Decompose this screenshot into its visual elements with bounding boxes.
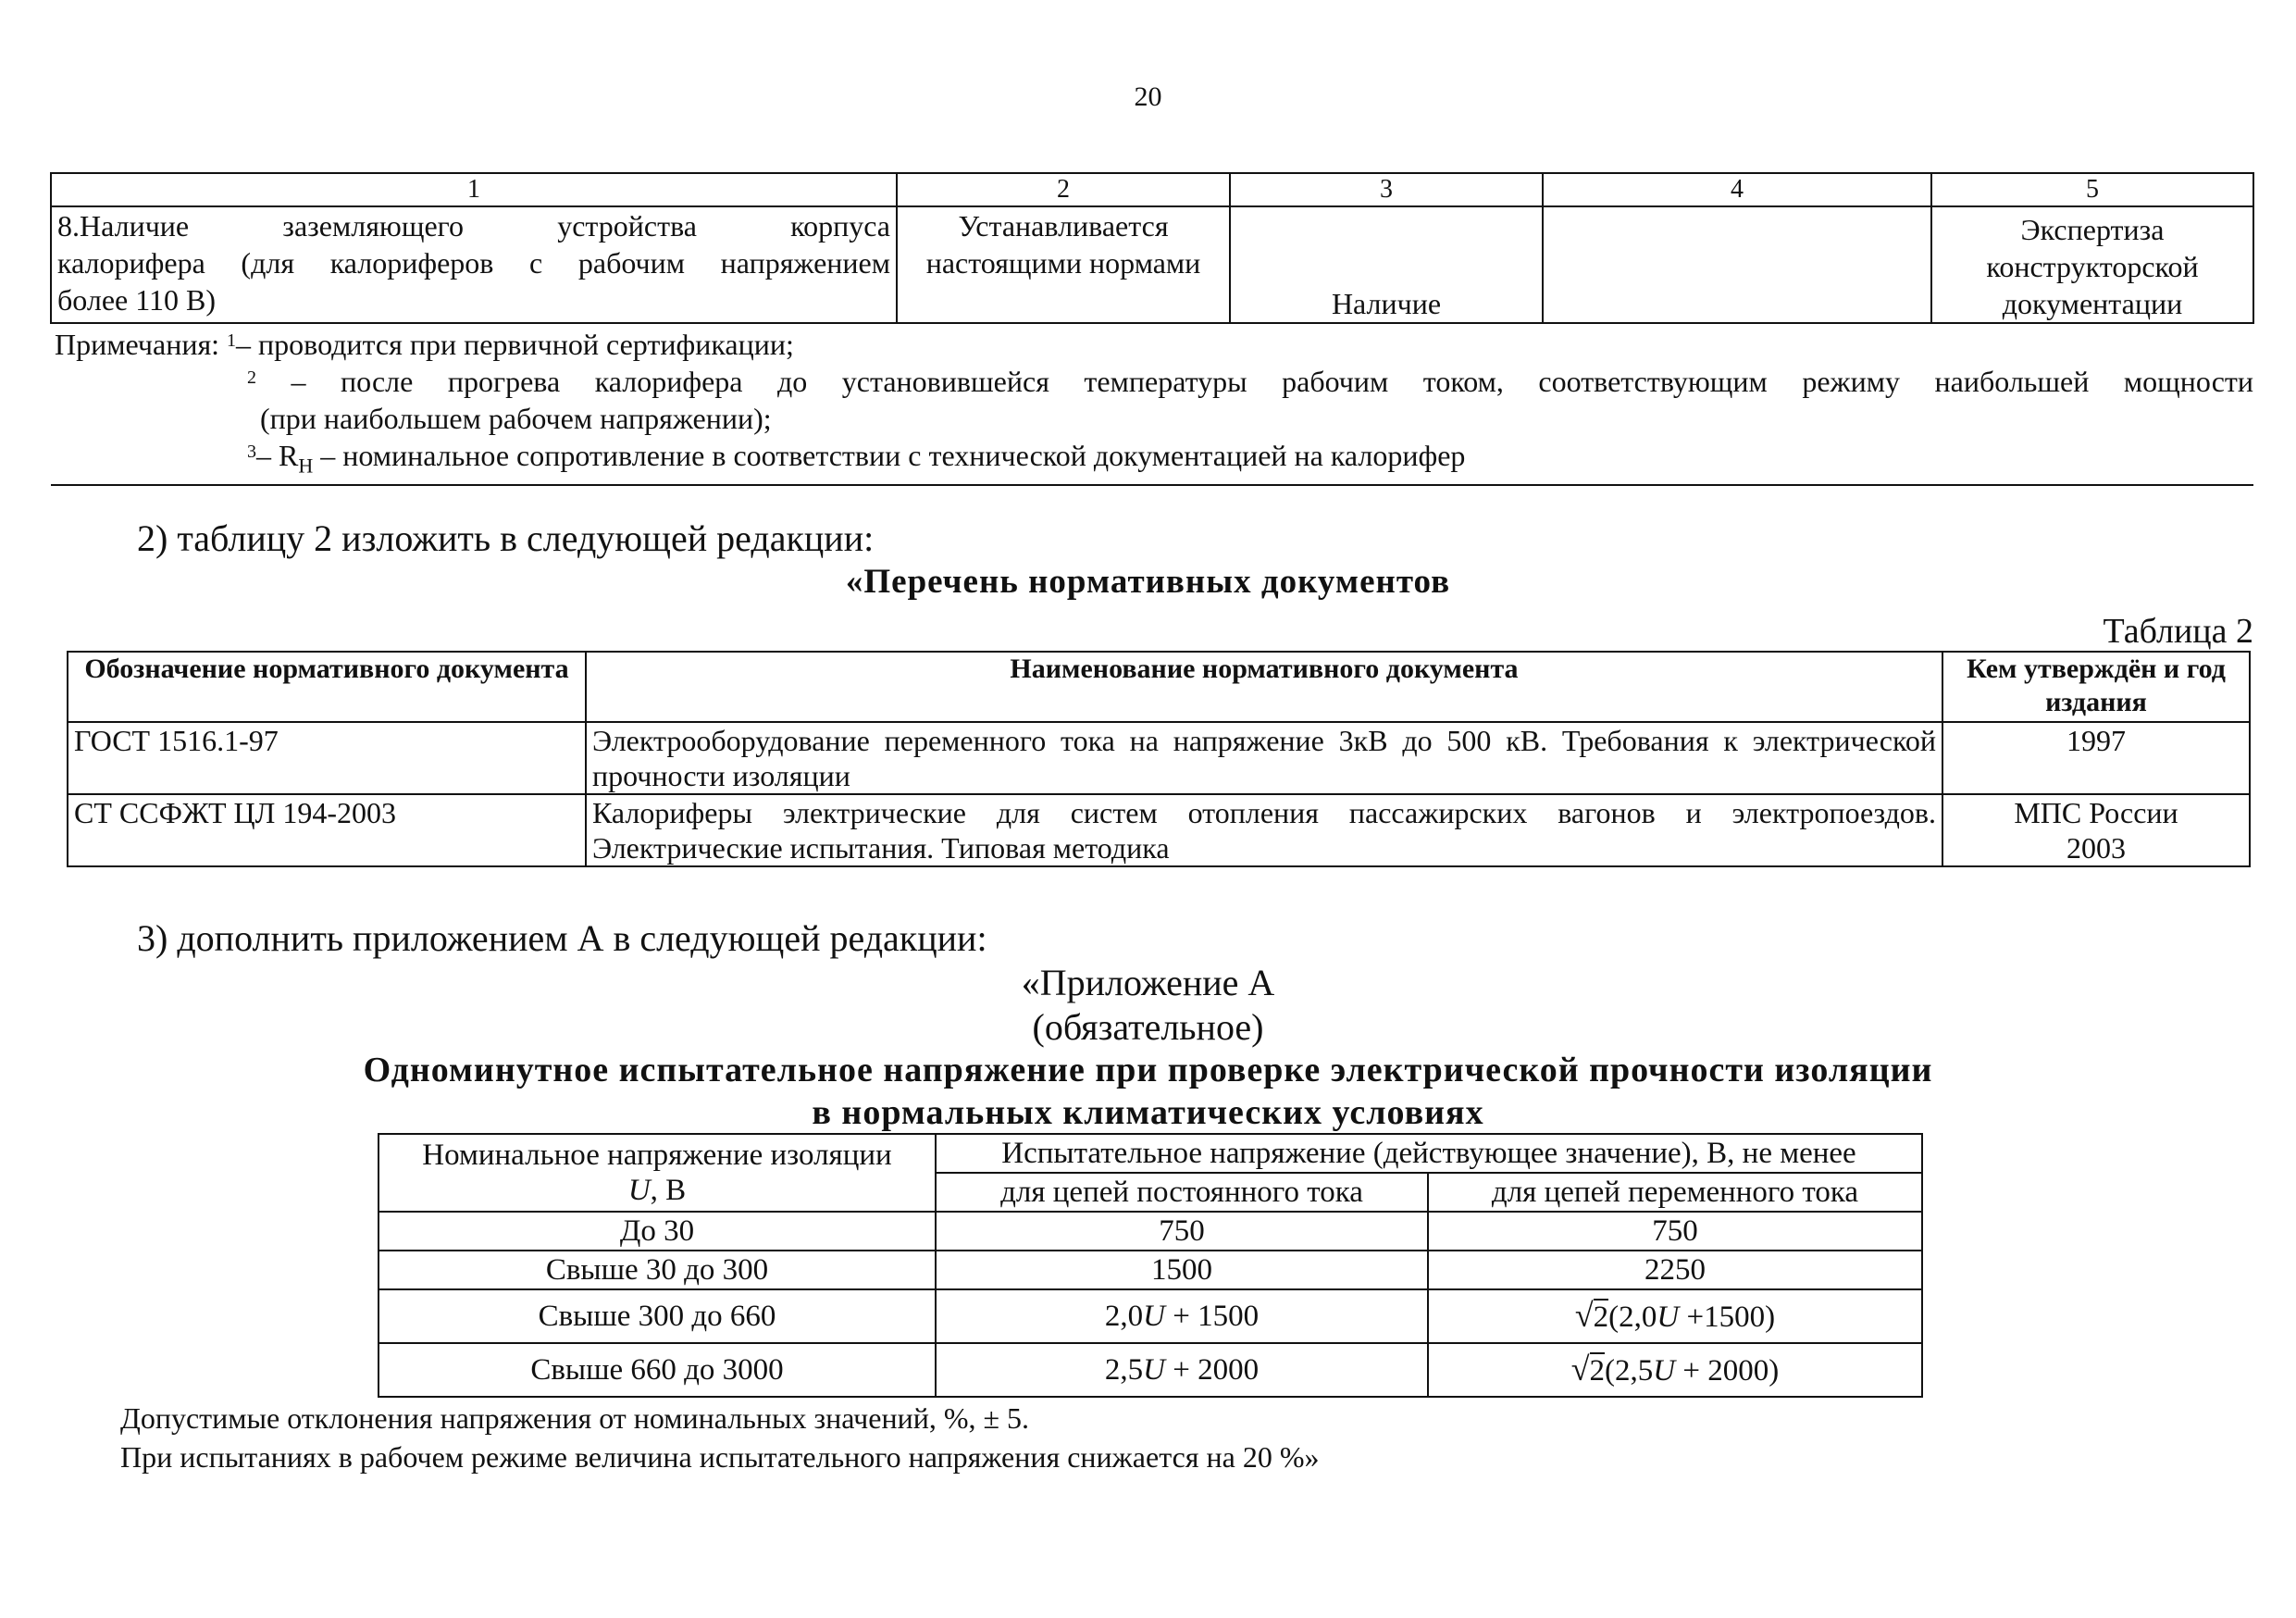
- dc-test-voltage: 750: [936, 1212, 1428, 1251]
- formula-rest: +1500): [1679, 1301, 1776, 1334]
- table-header-row: [379, 1134, 1922, 1173]
- table-row: [68, 794, 2250, 866]
- page-number: 20: [1134, 81, 1162, 112]
- document-approved: [1942, 794, 2250, 866]
- note-text: (при наибольшем рабочем напряжении);: [260, 402, 772, 435]
- column-header: Обозначение нормативного документа: [68, 652, 586, 722]
- empty-cell: [1543, 206, 1931, 323]
- formula-coef: (2,0: [1608, 1301, 1657, 1334]
- table-row: [51, 206, 2253, 323]
- note-text: – проводится при первичной сертификации;: [236, 328, 794, 361]
- test-voltage-table: [378, 1133, 1923, 1398]
- nominal-voltage: До 30: [379, 1212, 936, 1251]
- notes-row: [51, 323, 2253, 485]
- requirement-line: калорифера (для калориферов с рабочим напряжением: [57, 246, 890, 280]
- approved-line: 1997: [2066, 724, 2126, 757]
- document-approved: [1942, 722, 2250, 794]
- formula-coef: 2,5: [1104, 1353, 1144, 1387]
- formula-variable: U: [1657, 1301, 1680, 1334]
- sqrt-radicand: 2: [1589, 1354, 1606, 1388]
- dc-header: для цепей постоянного тока: [936, 1173, 1428, 1212]
- note-2: [55, 363, 2253, 437]
- header-unit: , В: [650, 1174, 687, 1207]
- formula-variable: U: [1143, 1300, 1165, 1333]
- requirement-line: 8.Наличие заземляющего устройства корпуса: [57, 209, 890, 243]
- ac-test-voltage: [1428, 1289, 1922, 1343]
- formula-variable: U: [1143, 1353, 1165, 1387]
- test-voltage-group-header: Испытательное напряжение (действующее значение), В, не менее: [936, 1134, 1922, 1173]
- table-header-row: [51, 173, 2253, 206]
- dc-test-voltage: 1500: [936, 1251, 1428, 1289]
- notes-cell: [51, 323, 2253, 485]
- table2-label: Таблица 2: [2103, 612, 2253, 651]
- sqrt-radicand: 2: [1593, 1301, 1609, 1334]
- col-number-5: 5: [1931, 173, 2253, 206]
- formula-variable: U: [1653, 1354, 1676, 1388]
- document-code: ГОСТ 1516.1-97: [68, 722, 586, 794]
- paragraph-3: 3) дополнить приложением А в следующей редакции:: [137, 917, 987, 959]
- column-header: Кем утверждён и год издания: [1942, 652, 2250, 722]
- col-number-4: 4: [1543, 173, 1931, 206]
- ac-test-voltage: 2250: [1428, 1251, 1922, 1289]
- table-row: [68, 722, 2250, 794]
- document-name: Калориферы электрические для систем отопления пассажирских вагонов и электропоездов. Электрические испытания. Типовая методика: [586, 794, 1942, 866]
- formula-rest: + 2000: [1164, 1353, 1260, 1387]
- appendix-title-line2: в нормальных климатических условиях: [812, 1093, 1484, 1132]
- sqrt-symbol: √2: [1570, 1350, 1606, 1388]
- note-text: – после прогрева калорифера до установившейся температуры рабочим током, соответствующим режиму наибольшей мощности: [291, 365, 2254, 398]
- formula-rest: + 2000): [1675, 1354, 1780, 1388]
- table-row: [379, 1212, 1922, 1251]
- col-number-3: 3: [1230, 173, 1543, 206]
- dc-test-voltage: [936, 1343, 1428, 1397]
- column-header: Наименование нормативного документа: [586, 652, 1942, 722]
- approved-line: МПС России: [2014, 796, 2178, 829]
- table-row: [379, 1289, 1922, 1343]
- requirements-table-continuation: [50, 172, 2254, 486]
- note-mark: 2: [247, 367, 256, 388]
- table-row: [379, 1251, 1922, 1289]
- ac-test-voltage: 750: [1428, 1212, 1922, 1251]
- appendix-heading: «Приложение А: [1021, 962, 1275, 1003]
- formula-rest: + 1500: [1164, 1300, 1260, 1333]
- table-row: [379, 1343, 1922, 1397]
- dc-test-voltage: [936, 1289, 1428, 1343]
- table-header-row: [68, 652, 2250, 722]
- requirement-line: более 110 В): [57, 283, 217, 317]
- appendix-title: Одноминутное испытательное напряжение при проверке электрической прочности изоляции: [363, 1051, 1933, 1089]
- requirement-cell: [51, 206, 897, 323]
- note-text: – R: [256, 439, 299, 472]
- formula-coef: 2,0: [1104, 1300, 1144, 1333]
- normative-documents-table: [67, 651, 2251, 867]
- norm-cell: Устанавливается настоящими нормами: [897, 206, 1230, 323]
- ac-test-voltage: [1428, 1343, 1922, 1397]
- nominal-voltage: Свыше 300 до 660: [379, 1289, 936, 1343]
- formula-coef: (2,5: [1605, 1354, 1654, 1388]
- sqrt-symbol: √2: [1574, 1297, 1609, 1334]
- approved-line: 2003: [2066, 831, 2126, 865]
- result-cell: Наличие: [1230, 206, 1543, 323]
- working-mode-note: При испытаниях в рабочем режиме величина испытательного напряжения снижается на 20 %»: [120, 1440, 1320, 1474]
- document-name: Электрооборудование переменного тока на напряжение 3кВ до 500 кВ. Требования к электрической прочности изоляции: [586, 722, 1942, 794]
- col-number-2: 2: [897, 173, 1230, 206]
- table2-title: «Перечень нормативных документов: [845, 563, 1451, 601]
- note-text: – номинальное сопротивление в соответствии с технической документацией на калорифер: [313, 439, 1466, 472]
- note-3: [55, 437, 2253, 484]
- paragraph-2: 2) таблицу 2 изложить в следующей редакции:: [137, 517, 875, 559]
- document-code: СТ ССФЖТ ЦЛ 194-2003: [68, 794, 586, 866]
- header-variable: U: [627, 1174, 651, 1207]
- col-number-1: 1: [51, 173, 897, 206]
- nominal-voltage: Свыше 660 до 3000: [379, 1343, 936, 1397]
- note-subscript: Н: [298, 454, 314, 478]
- tolerance-note: Допустимые отклонения напряжения от номинальных значений, %, ± 5.: [120, 1401, 1030, 1435]
- ac-header: для цепей переменного тока: [1428, 1173, 1922, 1212]
- note-mark: 3: [247, 442, 256, 462]
- method-cell: Экспертиза конструкторской документации: [1931, 206, 2253, 323]
- notes-label: Примечания:: [55, 328, 220, 361]
- nominal-voltage-header: [379, 1134, 936, 1212]
- note-1: [55, 326, 2253, 363]
- note-mark: 1: [227, 330, 237, 351]
- nominal-voltage: Свыше 30 до 300: [379, 1251, 936, 1289]
- header-text: Номинальное напряжение изоляции: [422, 1139, 892, 1172]
- appendix-status: (обязательное): [1032, 1006, 1264, 1048]
